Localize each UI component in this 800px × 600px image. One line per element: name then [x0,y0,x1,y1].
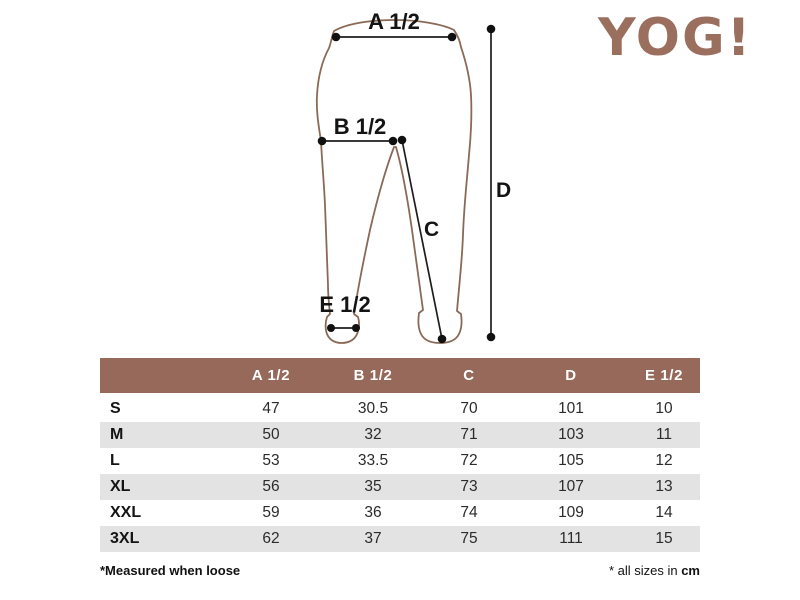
footnotes [100,563,700,578]
measure-dot [352,324,360,332]
value-cell: 53 [262,452,280,469]
header-cell-e: E 1/2 [644,367,684,384]
size-label: XL [110,478,131,495]
value-cell: 72 [460,452,478,469]
table-row [100,500,700,526]
footnote-measured-when-loose: *Measured when loose [100,563,241,578]
value-cell: 32 [364,426,382,443]
pants-measurement-diagram [280,0,525,352]
size-label: 3XL [110,530,140,547]
header-cell-d: D [565,367,577,384]
value-cell: 59 [262,504,280,521]
table-row [100,448,700,474]
measure-dot [389,137,398,146]
size-label: S [110,400,121,417]
value-cell: 10 [655,400,673,417]
measure-label-c: C [424,218,440,241]
value-cell: 37 [364,530,382,547]
table-body [100,396,700,552]
value-cell: 56 [262,478,280,495]
value-cell: 12 [655,452,673,469]
brand-logo: YOG! [598,8,753,68]
table-row [100,474,700,500]
value-cell: 111 [559,530,583,547]
value-cell: 70 [460,400,478,417]
header-cell-c: C [463,367,475,384]
value-cell: 73 [460,478,478,495]
measure-label-e: E 1/2 [319,292,371,317]
value-cell: 47 [262,400,280,417]
measure-dot [327,324,335,332]
size-label: M [110,426,124,443]
value-cell: 71 [460,426,478,443]
size-table [100,358,700,552]
measure-dot [487,333,496,342]
value-cell: 101 [558,400,584,417]
size-label: L [110,452,120,469]
measure-dot [487,25,496,34]
table-row [100,526,700,552]
value-cell: 109 [558,504,584,521]
measure-label-a: A 1/2 [368,9,420,34]
value-cell: 35 [364,478,382,495]
value-cell: 33.5 [357,452,389,469]
measure-label-b: B 1/2 [333,114,387,139]
table-header-row [100,358,700,393]
measure-dot [318,137,327,146]
value-cell: 105 [558,452,584,469]
value-cell: 14 [655,504,673,521]
measure-dot [448,33,457,42]
table-row [100,396,700,422]
unit-label: cm [681,563,700,578]
table-row [100,422,700,448]
measure-dot [332,33,341,42]
value-cell: 62 [262,530,280,547]
header-cell-b: B 1/2 [353,367,393,384]
value-cell: 30.5 [357,400,389,417]
footnote-sizes-in-cm [609,563,700,578]
measure-dot [398,136,407,145]
value-cell: 75 [460,530,478,547]
value-cell: 103 [558,426,584,443]
value-cell: 74 [460,504,478,521]
value-cell: 50 [262,426,280,443]
measure-dot [438,335,447,344]
header-cell-a: A 1/2 [251,367,291,384]
value-cell: 11 [655,426,673,443]
value-cell: 107 [558,478,584,495]
value-cell: 36 [364,504,382,521]
value-cell: 15 [655,530,673,547]
footnote-sizes-prefix: * all sizes in [608,563,682,578]
measure-label-d: D [496,179,512,202]
size-label: XXL [110,504,142,521]
value-cell: 13 [655,478,673,495]
